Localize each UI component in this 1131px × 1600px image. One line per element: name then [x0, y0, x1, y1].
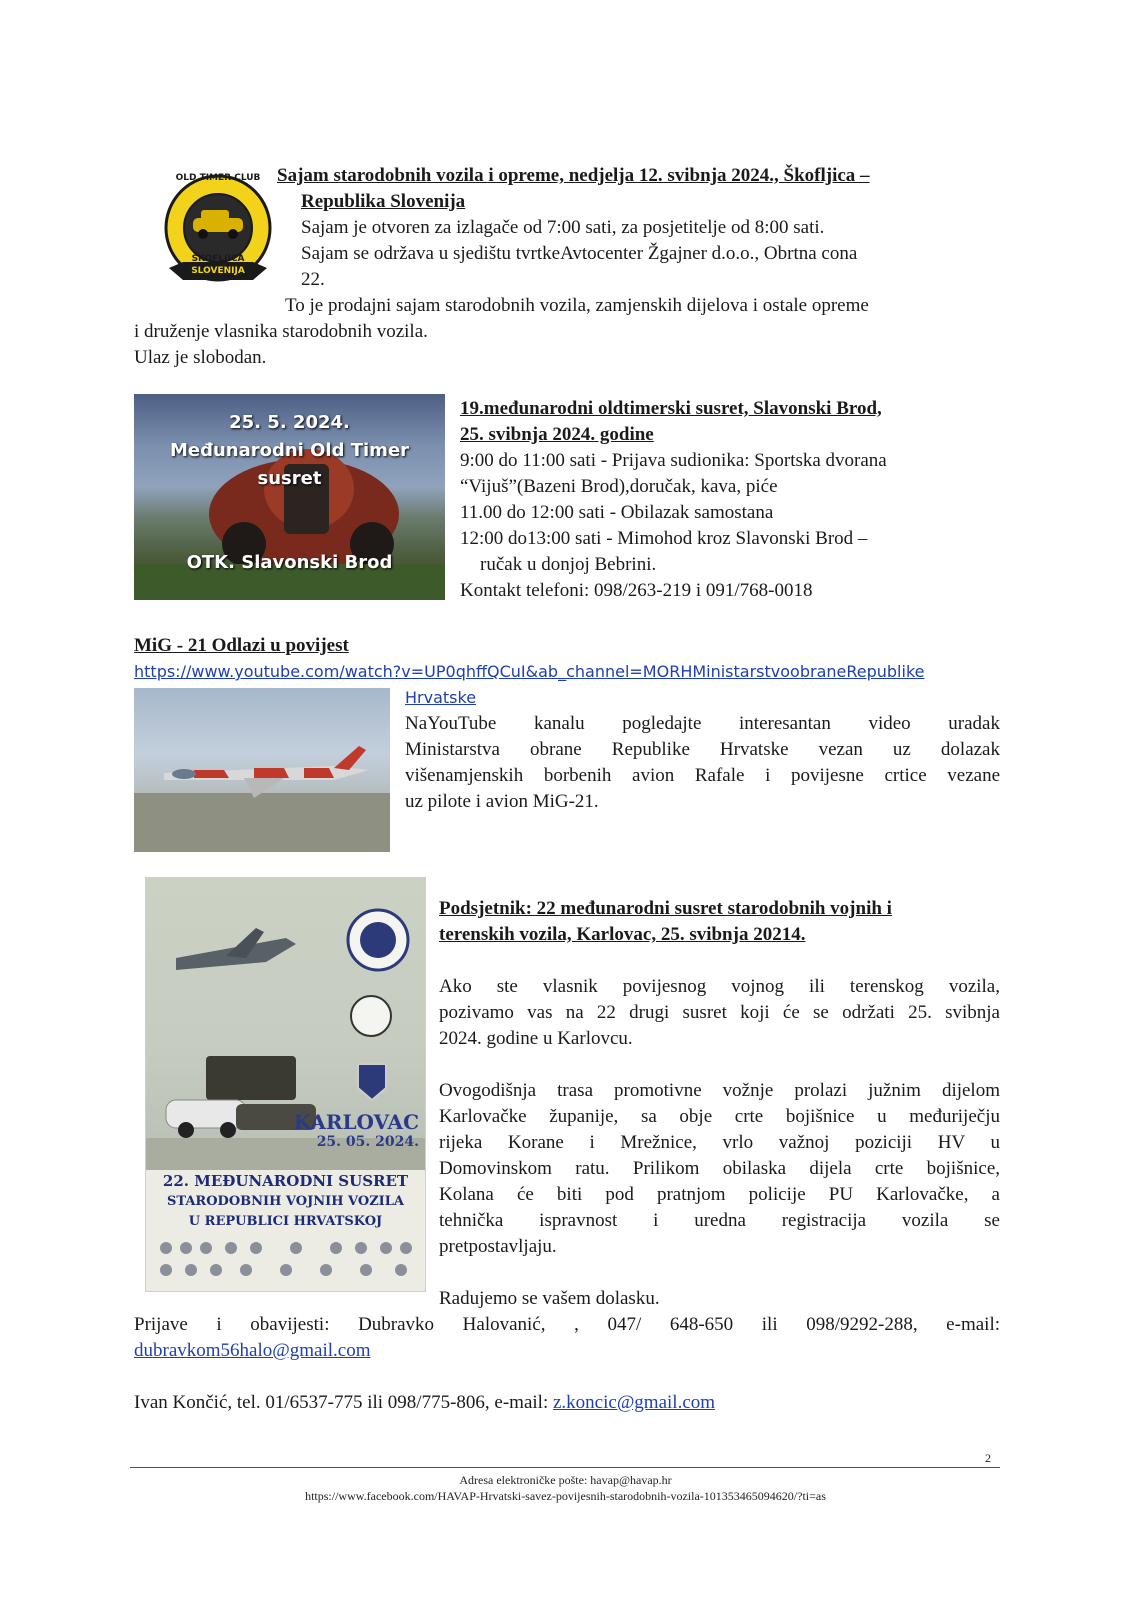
image-club: OTK. Slavonski Brod [186, 552, 393, 573]
section2-text-line: ručak u donjoj Bebrini. [480, 554, 657, 575]
section1-text-line: Ulaz je slobodan. [134, 347, 267, 368]
section2-heading-line1: 19.međunarodni oldtimerski susret, Slavonski Brod, [460, 398, 882, 419]
section1-heading-line1: Sajam starodobnih vozila i opreme, nedjelja 12. svibnja 2024., Škofljica – [277, 165, 870, 186]
section4-para1-line: Ako ste vlasnik povijesnog vojnog ili terenskog vozila, [439, 976, 1000, 997]
poster-title-line2: STARODOBNIH VOJNIH VOZILA [166, 1194, 404, 1209]
section1-heading-line2: Republika Slovenija [301, 191, 466, 212]
poster-title-line1: 22. MEĐUNARODNI SUSRET [162, 1172, 409, 1190]
section1-text-line: 22. [301, 269, 325, 290]
section4-para2-line: pretpostavljaju. [439, 1236, 557, 1257]
section3-text-line: Ministarstva obrane Republike Hrvatske vezan uz dolazak [405, 739, 1000, 760]
youtube-link[interactable]: https://www.youtube.com/watch?v=UP0qhffQCuI&ab_channel=MORHMinistarstvoobraneRepublike [134, 662, 925, 681]
footer-divider [130, 1467, 1000, 1468]
section3-text-line: NaYouTube kanalu pogledajte interesantan video uradak [405, 713, 1000, 734]
page-number: 2 [985, 1451, 991, 1465]
mig21-image [134, 688, 390, 852]
contact1-email-link[interactable]: dubravkom56halo@gmail.com [134, 1340, 371, 1361]
logo-text-top: OLD TIMER CLUB [175, 173, 261, 183]
section2-text-line: 11.00 do 12:00 sati - Obilazak samostana [460, 502, 774, 523]
logo-text-bottom: ŠKOFLJICA [191, 254, 245, 264]
section2-heading-line2: 25. svibnja 2024. godine [460, 424, 654, 445]
old-timer-club-logo [163, 170, 273, 298]
karlovac-event-poster [145, 877, 426, 1292]
section4-para2-line: Ovogodišnja trasa promotivne vožnje prolazi južnim dijelom [439, 1080, 1000, 1101]
poster-city: KARLOVAC [293, 1110, 419, 1134]
slavonski-brod-event-image [134, 394, 445, 600]
image-title-line2: susret [257, 468, 322, 489]
footer-facebook-url: https://www.facebook.com/HAVAP-Hrvatski-savez-povijesnih-starodobnih-vozila-101353465094620/?ti=as [305, 1489, 826, 1503]
section4-para1-line: pozivamo vas na 22 drugi susret koji će se održati 25. svibnja [439, 1002, 1000, 1023]
section3-text-line: višenamjenskih borbenih avion Rafale i povijesne crtice vezane [405, 765, 1000, 786]
section3-text-line: uz pilote i avion MiG-21. [405, 791, 599, 812]
footer-email-line: Adresa elektroničke pošte: havap@havap.hr [459, 1473, 672, 1487]
section4-para2-line: tehnička ispravnost i uredna registracija vozila se [439, 1210, 1000, 1231]
logo-ribbon-text: SLOVENIJA [191, 266, 245, 276]
section1-text-line: Sajam se održava u sjedištu tvrtkeAvtocenter Žgajner d.o.o., Obrtna cona [301, 243, 858, 264]
section4-para2-line: rijeka Korane i Mrežnice, vrlo važnoj poziciji HV u [439, 1132, 1000, 1153]
section2-text-line: “Vijuš”(Bazeni Brod),doručak, kava, piće [460, 476, 778, 497]
section4-para2-line: Kolana će biti pod pratnjom policije PU Karlovačke, a [439, 1184, 1000, 1205]
section4-para2-line: Domovinskom ratu. Prilikom obilaska dijela crte bojišnice, [439, 1158, 1000, 1179]
section4-heading-line1: Podsjetnik: 22 međunarodni susret starodobnih vojnih i [439, 898, 892, 919]
section4-heading-line2: terenskih vozila, Karlovac, 25. svibnja 20214. [439, 924, 806, 945]
contact2-email-link[interactable]: z.koncic@gmail.com [552, 1392, 716, 1413]
section1-text-line: i druženje vlasnika starodobnih vozila. [134, 321, 428, 342]
contact1-line: Prijave i obavijesti: Dubravko Halovanić, , 047/ 648-650 ili 098/9292-288, e-mail: [134, 1314, 1000, 1335]
section4-para1-line: 2024. godine u Karlovcu. [439, 1028, 633, 1049]
image-title-line1: Međunarodni Old Timer [169, 440, 410, 461]
section2-text-line: 12:00 do13:00 sati - Mimohod kroz Slavonski Brod – [460, 528, 868, 549]
section4-closing: Radujemo se vašem dolasku. [439, 1288, 660, 1309]
section2-text-line: Kontakt telefoni: 098/263-219 i 091/768-0018 [460, 580, 813, 601]
section3-heading: MiG - 21 Odlazi u povijest [134, 635, 349, 656]
section1-text-line: Sajam je otvoren za izlagače od 7:00 sati, za posjetitelje od 8:00 sati. [301, 217, 825, 238]
section2-text-line: 9:00 do 11:00 sati - Prijava sudionika: Sportska dvorana [460, 450, 887, 471]
contact2-line [134, 1390, 715, 1416]
section4-para2-line: Karlovačke županije, sa obje crte bojišnice u međuriječju [439, 1106, 1000, 1127]
contact2-text: Ivan Končić, tel. 01/6537-775 ili 098/775-806, e-mail: [134, 1392, 553, 1413]
section1-text-line: To je prodajni sajam starodobnih vozila, zamjenskih dijelova i ostale opreme [285, 295, 869, 316]
youtube-link-continued[interactable]: Hrvatske [405, 688, 477, 707]
poster-title-line3: U REPUBLICI HRVATSKOJ [188, 1214, 383, 1229]
image-date: 25. 5. 2024. [229, 412, 350, 433]
poster-date: 25. 05. 2024. [316, 1134, 419, 1150]
